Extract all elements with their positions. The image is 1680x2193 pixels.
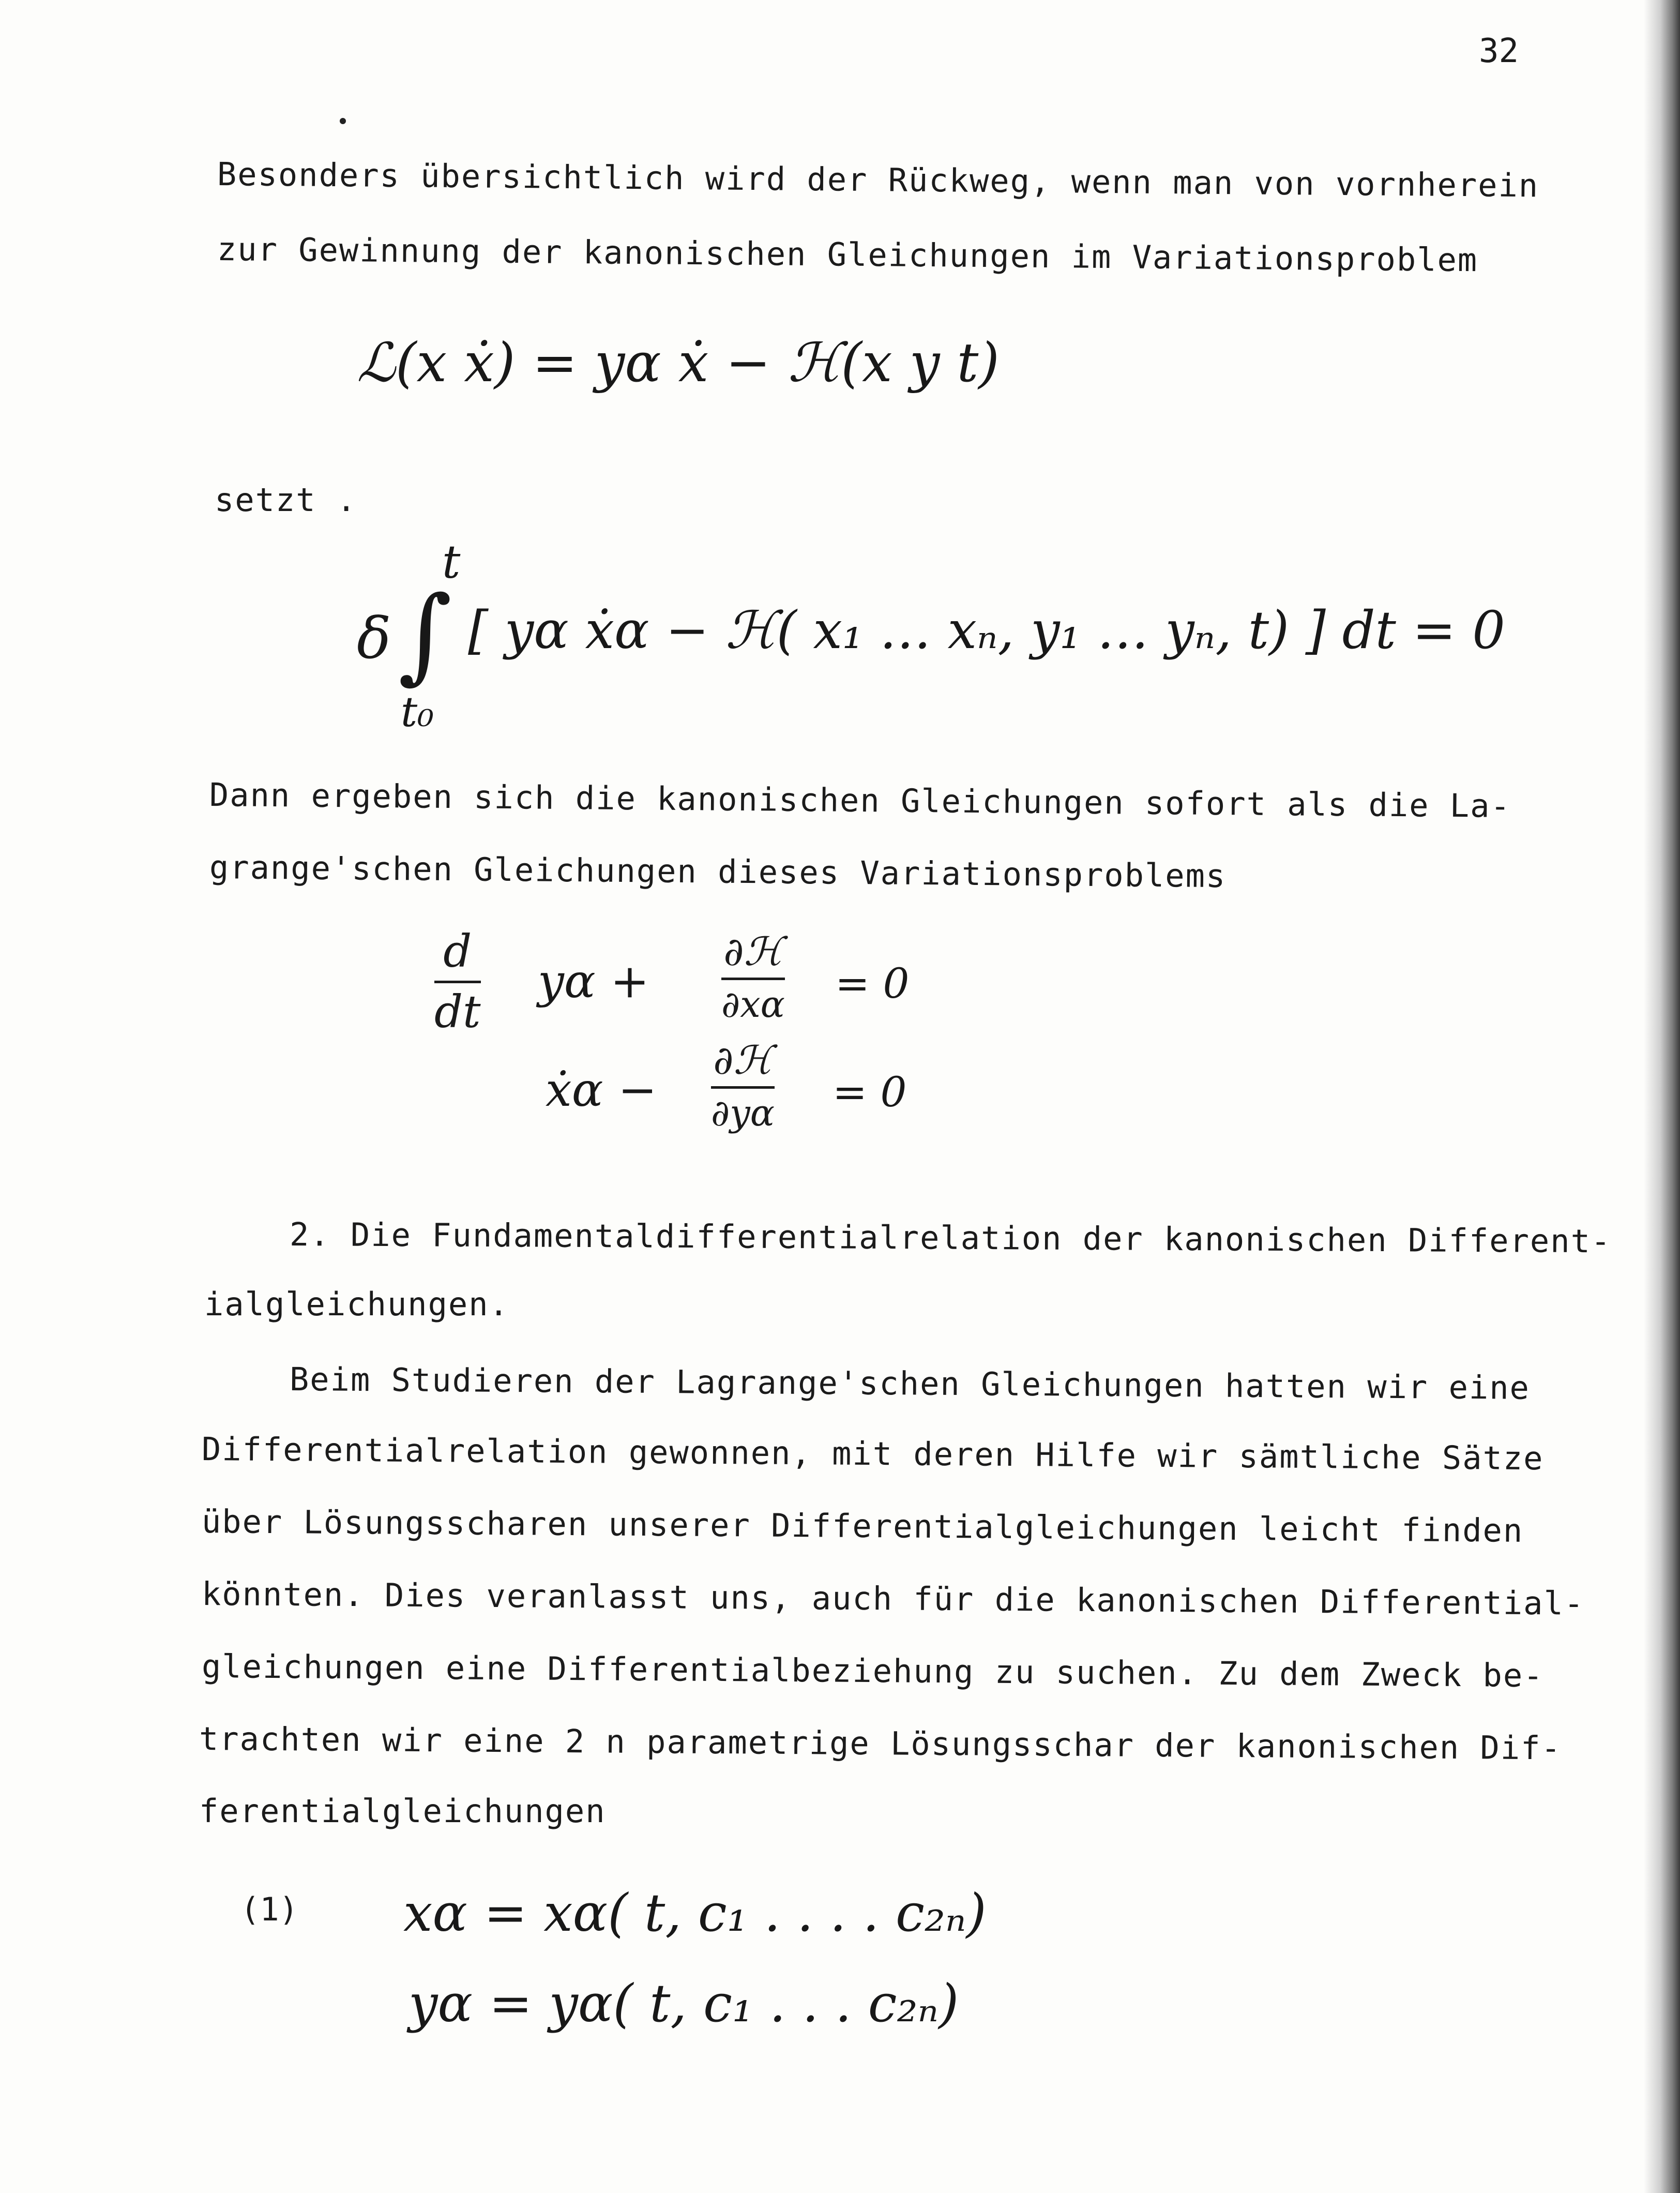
fraction-d-dt-denominator: dt <box>434 986 481 1038</box>
fraction-d-dt-numerator: d <box>443 926 472 978</box>
paragraph-1-line-2: zur Gewinnung der kanonischen Gleichungen im Variationsproblem <box>217 230 1478 279</box>
canonical-eq2-lhs: ẋα − <box>546 1063 657 1117</box>
fraction-dH-dy-denominator: ∂yα <box>711 1092 775 1134</box>
paragraph-1-line-1: Besonders übersichtlich wird der Rückweg, wenn man von vornherein <box>217 155 1539 205</box>
integral-lower-limit: t₀ <box>401 688 434 736</box>
fraction-bar <box>434 981 481 983</box>
canonical-eq1-rhs: = 0 <box>835 959 910 1008</box>
integral-integrand: [ yα ẋα − ℋ( x₁ … xₙ, y₁ … yₙ, t) ] dt = 0 <box>468 600 1505 660</box>
paragraph-2-line-1: Dann ergeben sich die kanonischen Gleichungen sofort als die La- <box>209 776 1511 825</box>
paragraph-3-line-2: Differentialrelation gewonnen, mit deren Hilfe wir sämtliche Sätze <box>201 1430 1544 1478</box>
ink-speck <box>340 118 346 124</box>
section-heading-line-1: 2. Die Fundamentaldifferentialrelation der kanonischen Different- <box>289 1215 1612 1260</box>
fraction-bar <box>721 978 785 980</box>
integral-upper-limit: t <box>442 535 461 589</box>
section-heading-line-2: ialgleichungen. <box>204 1285 509 1323</box>
page-number: 32 <box>1479 32 1519 70</box>
fraction-dH-dy <box>711 1037 775 1134</box>
scanned-page-edge-shadow <box>1644 0 1680 2193</box>
fraction-dH-dy-numerator: ∂ℋ <box>713 1037 773 1083</box>
paragraph-3-line-3: über Lösungsscharen unserer Differentialgleichungen leicht finden <box>201 1503 1524 1550</box>
fraction-dH-dx <box>721 928 785 1026</box>
paragraph-3-line-6: trachten wir eine 2 n parametrige Lösungsschar der kanonischen Dif- <box>199 1720 1562 1767</box>
variation-delta: δ <box>357 605 391 671</box>
equation-1-line-1: xα = xα( t, c₁ . . . . c₂ₙ) <box>403 1883 987 1943</box>
setzt-line: setzt . <box>215 481 357 519</box>
paragraph-3-line-5: gleichungen eine Differentialbeziehung zu suchen. Zu dem Zweck be- <box>201 1647 1544 1695</box>
integral-sign: ∫ <box>398 574 452 695</box>
paragraph-3-line-4: könnten. Dies veranlasst uns, auch für die kanonischen Differential- <box>201 1575 1585 1623</box>
equation-1-line-2: yα = yα( t, c₁ . . . c₂ₙ) <box>408 1973 959 2034</box>
equation-lagrangian: ℒ(x ẋ) = yα ẋ − ℋ(x y t) <box>357 331 1000 394</box>
equation-1-label: (1) <box>240 1890 298 1928</box>
fraction-bar <box>711 1086 775 1089</box>
fraction-dH-dx-numerator: ∂ℋ <box>723 928 783 974</box>
fraction-dH-dx-denominator: ∂xα <box>721 983 785 1026</box>
paragraph-2-line-2: grange'schen Gleichungen dieses Variationsproblems <box>209 848 1227 895</box>
canonical-eq1-middle: yα + <box>538 954 649 1009</box>
paragraph-3-line-1: Beim Studieren der Lagrange'schen Gleichungen hatten wir eine <box>289 1360 1531 1407</box>
fraction-d-dt <box>434 926 481 1038</box>
canonical-eq2-rhs: = 0 <box>833 1068 907 1116</box>
paragraph-3-line-7: ferentialgleichungen <box>199 1792 606 1830</box>
